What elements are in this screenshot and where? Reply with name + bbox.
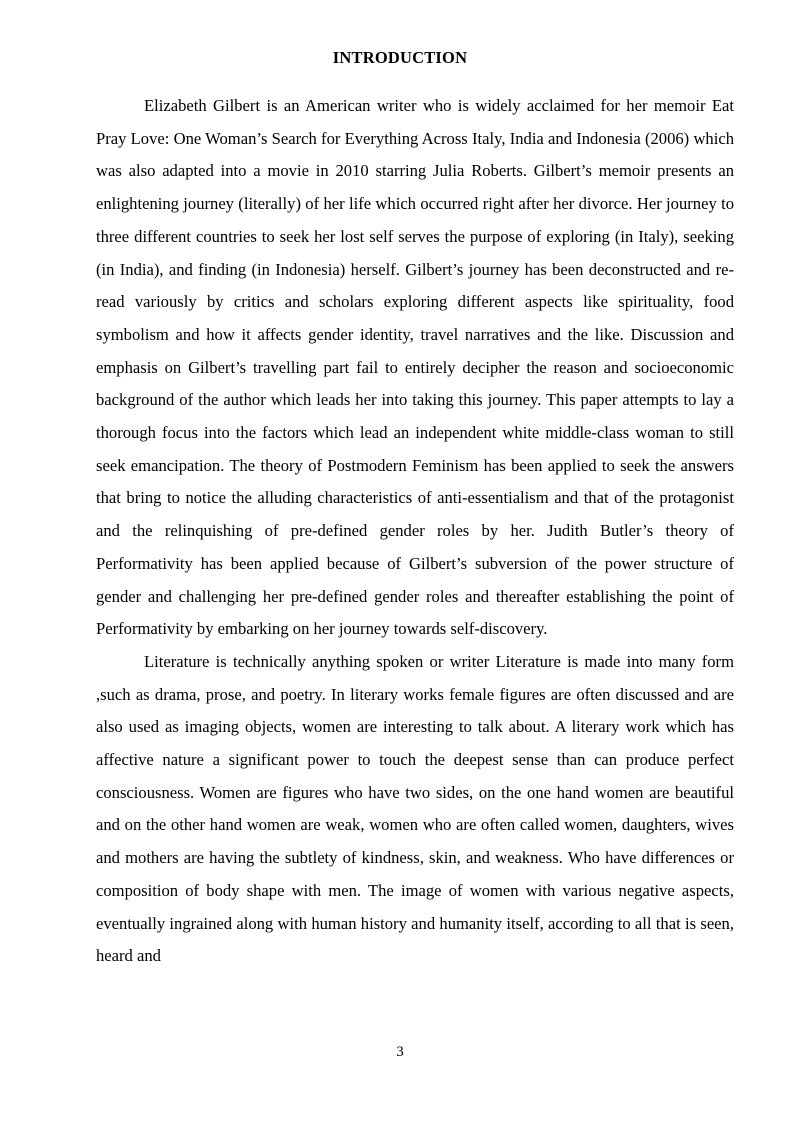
paragraph: Literature is technically anything spoken or writer Literature is made into many form ,such as drama, prose, and poetry. In literary works female figures are often discussed and are also used as imaging objects, women are interesting to talk about. A literary work which has affective nature a significant power to touch the deepest sense than can produce perfect consciousness. Women are figures who have two sides, on the one hand women are beautiful and on the other hand women are weak, women who are often called women, daughters, wives and mothers are having the subtlety of kindness, skin, and weakness. Who have differences or composition of body shape with men. The image of women with various negative aspects, eventually ingrained along with human history and humanity itself, according to all that is seen, heard and <box>96 651 734 966</box>
page-number: 3 <box>396 1044 404 1060</box>
body-text <box>96 90 734 973</box>
paragraph: Elizabeth Gilbert is an American writer who is widely acclaimed for her memoir Eat Pray Love: One Woman’s Search for Everything Across Italy, India and Indonesia (2006) which was also adapted into a movie in 2010 starring Julia Roberts. Gilbert’s memoir presents an enlightening journey (literally) of her life which occurred right after her divorce. Her journey to three different countries to seek her lost self serves the purpose of exploring (in Italy), seeking (in India), and finding (in Indonesia) herself. Gilbert’s journey has been deconstructed and re-read variously by critics and scholars exploring different aspects like spirituality, food symbolism and how it affects gender identity, travel narratives and the like. Discussion and emphasis on Gilbert’s travelling part fail to entirely decipher the reason and socioeconomic background of the author which leads her into taking this journey. This paper attempts to lay a thorough focus into the factors which lead an independent white middle-class woman to still seek emancipation. The theory of Postmodern Feminism has been applied to seek the answers that bring to notice the alluding characteristics of anti-essentialism and that of the protagonist and the relinquishing of pre-defined gender roles by her. Judith Butler’s theory of Performativity has been applied because of Gilbert’s subversion of the power structure of gender and challenging her pre-defined gender roles and thereafter establishing the point of Performativity by embarking on her journey towards self-discovery. <box>96 96 734 639</box>
section-heading: INTRODUCTION <box>332 48 468 67</box>
